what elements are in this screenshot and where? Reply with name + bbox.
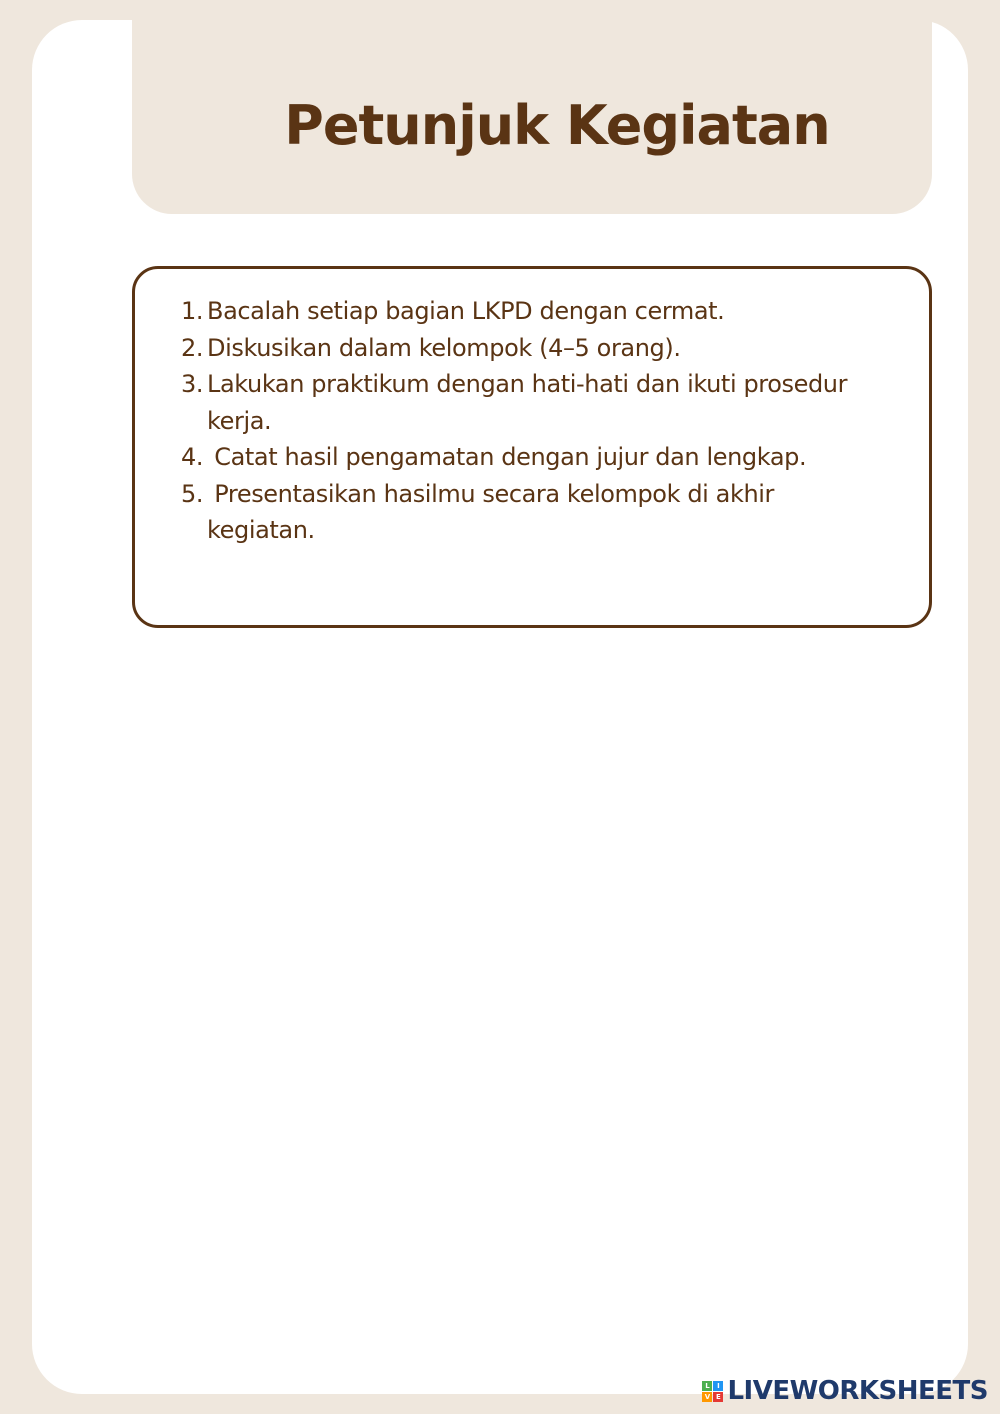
logo-letter: E	[713, 1392, 723, 1402]
list-item	[181, 293, 881, 330]
list-item-text: Bacalah setiap bagian LKPD dengan cermat.	[207, 297, 725, 325]
liveworksheets-brand[interactable]	[702, 1376, 988, 1406]
instructions-box	[132, 266, 932, 628]
list-item	[181, 330, 881, 367]
instructions-list	[181, 293, 881, 549]
list-item-text: Lakukan praktikum dengan hati-hati dan ikuti prosedur kerja.	[207, 370, 855, 435]
list-item-number: 3.	[181, 370, 204, 398]
list-item-text: Catat hasil pengamatan dengan jujur dan lengkap.	[207, 443, 807, 471]
list-item	[181, 476, 881, 549]
list-item-number: 1.	[181, 297, 204, 325]
list-item-text: Diskusikan dalam kelompok (4–5 orang).	[207, 333, 681, 362]
logo-letter: V	[702, 1392, 712, 1402]
list-item-text: Presentasikan hasilmu secara kelompok di akhir kegiatan.	[207, 479, 782, 544]
list-item	[181, 366, 881, 439]
logo-letter: L	[702, 1381, 712, 1391]
worksheet-page	[32, 20, 968, 1394]
list-item-number: 2.	[181, 333, 204, 362]
liveworksheets-logo-icon	[702, 1381, 723, 1402]
list-item-number: 5.	[181, 479, 204, 508]
logo-letter: I	[713, 1381, 723, 1391]
brand-name: LIVEWORKSHEETS	[727, 1376, 988, 1406]
list-item-number: 4.	[181, 443, 204, 471]
page-title: Petunjuk Kegiatan	[284, 94, 830, 157]
list-item	[181, 439, 881, 476]
